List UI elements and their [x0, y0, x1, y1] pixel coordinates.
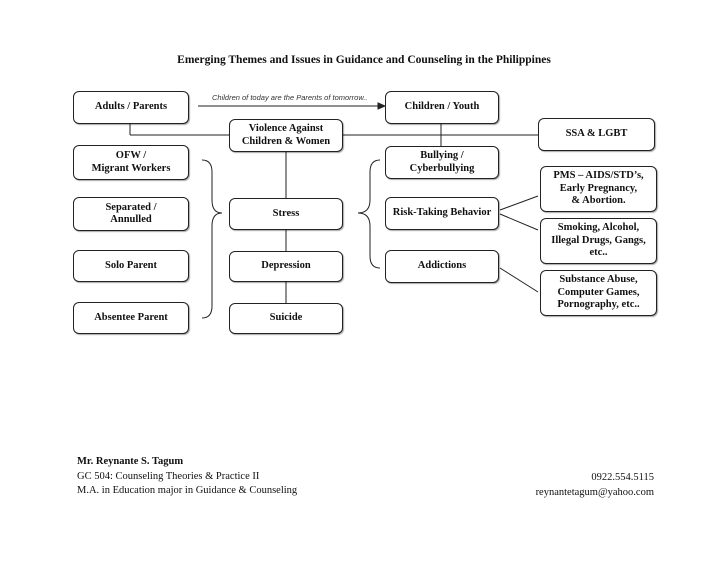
- degree-text: M.A. in Education major in Guidance & Counseling: [77, 485, 298, 496]
- node-label-line: Smoking, Alcohol,: [557, 222, 640, 234]
- author-block: [77, 455, 297, 499]
- node-label: Adults / Parents: [94, 101, 168, 113]
- node-label-line: & Abortion.: [571, 195, 626, 207]
- right-brace: [358, 160, 380, 268]
- risk-to-pms-line: [500, 196, 538, 210]
- node-addictions: [385, 250, 499, 283]
- node-label: Stress: [272, 207, 300, 219]
- phone-text: 0922.554.5115: [591, 472, 654, 483]
- node-adults-parents: [73, 91, 189, 124]
- node-ssa-lgbt: [538, 118, 655, 151]
- node-stress: [229, 198, 343, 230]
- node-absentee-parent: [73, 302, 189, 334]
- node-depression: [229, 251, 343, 282]
- tagline-text: Children of today are the Parents of tomorrow..: [212, 93, 368, 102]
- risk-to-smoking-line: [500, 214, 538, 230]
- node-label-line: Annulled: [110, 214, 152, 225]
- node-label-line: Separated /: [105, 201, 157, 213]
- node-label-line: Computer Games,: [557, 286, 640, 298]
- contact-block: [536, 470, 654, 500]
- node-substance: [540, 270, 657, 316]
- node-label-line: Bullying /: [420, 150, 464, 161]
- email-text: reynantetagum@yahoo.com: [535, 487, 654, 498]
- node-label-line: Pornography, etc..: [557, 299, 640, 311]
- node-label-line: Violence Against: [248, 123, 324, 134]
- node-label-line: PMS – AIDS/STD’s,: [553, 170, 644, 182]
- addictions-to-substance-line: [500, 268, 538, 292]
- node-label: Suicide: [269, 312, 303, 324]
- node-label-line: Illegal Drugs, Gangs,: [551, 234, 646, 246]
- node-violence: [229, 119, 343, 152]
- node-label: Addictions: [417, 260, 467, 272]
- node-label: Solo Parent: [104, 259, 157, 271]
- node-label: Risk-Taking Behavior: [392, 207, 492, 219]
- node-pms: [540, 166, 657, 212]
- node-ofw: [73, 145, 189, 180]
- course-text: GC 504: Counseling Theories & Practice II: [77, 470, 260, 482]
- node-suicide: [229, 303, 343, 334]
- node-separated: [73, 197, 189, 231]
- node-solo-parent: [73, 250, 189, 282]
- node-label-line: OFW /: [115, 150, 147, 161]
- node-label-line: Cyberbullying: [409, 162, 475, 174]
- author-name: Mr. Reynante S. Tagum: [77, 456, 184, 467]
- diagram-title: Emerging Themes and Issues in Guidance and Counseling in the Philippines: [177, 54, 551, 66]
- node-risk-taking: [385, 197, 499, 230]
- node-label: SSA & LGBT: [565, 128, 628, 140]
- node-label-line: Substance Abuse,: [559, 274, 638, 286]
- node-bullying: [385, 146, 499, 179]
- node-label: Depression: [261, 260, 311, 272]
- node-label-line: Children & Women: [241, 135, 331, 147]
- left-brace: [202, 160, 222, 318]
- node-label-line: Migrant Workers: [91, 162, 171, 174]
- node-children-youth: [385, 91, 499, 124]
- node-label-line: etc..: [589, 247, 608, 259]
- node-smoking: [540, 218, 657, 264]
- node-label-line: Early Pregnancy,: [559, 182, 638, 194]
- tagline-arrow-head: [378, 103, 385, 109]
- node-label: Children / Youth: [404, 101, 480, 113]
- node-label: Absentee Parent: [94, 311, 168, 323]
